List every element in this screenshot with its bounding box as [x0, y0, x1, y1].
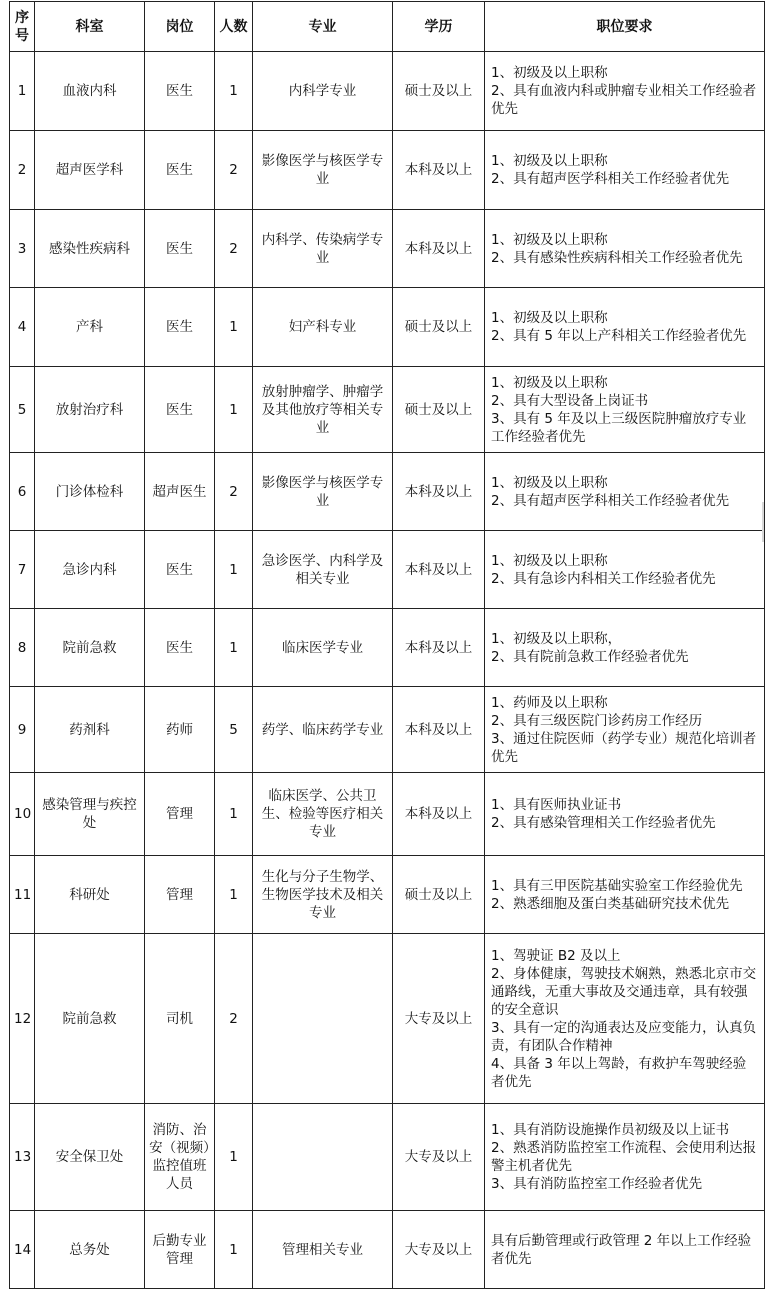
cell-major: 内科学专业 — [253, 52, 393, 131]
cell-position: 医生 — [145, 52, 215, 131]
cell-education: 大专及以上 — [393, 1104, 485, 1211]
cell-position: 消防、治安（视频）监控值班人员 — [145, 1104, 215, 1211]
cell-education: 硕士及以上 — [393, 367, 485, 453]
cell-index: 3 — [10, 210, 35, 288]
requirement-line: 2、具有超声医学科相关工作经验者优先 — [491, 492, 730, 509]
cell-education: 本科及以上 — [393, 609, 485, 687]
cell-education: 本科及以上 — [393, 131, 485, 210]
requirement-line: 2、具有急诊内科相关工作经验者优先 — [491, 570, 716, 587]
cell-requirements — [485, 210, 765, 288]
cell-major: 影像医学与核医学专业 — [253, 453, 393, 531]
cell-position: 管理 — [145, 856, 215, 934]
table-row — [10, 1104, 765, 1211]
table-row — [10, 453, 765, 531]
cell-department: 总务处 — [35, 1211, 145, 1289]
cell-department: 感染性疾病科 — [35, 210, 145, 288]
cell-education: 本科及以上 — [393, 773, 485, 856]
table-row — [10, 856, 765, 934]
requirement-line: 2、具有血液内科或肿瘤专业相关工作经验者优先 — [491, 83, 757, 117]
cell-count: 1 — [215, 609, 253, 687]
scrollbar-trace — [762, 502, 764, 542]
cell-position: 医生 — [145, 609, 215, 687]
requirement-line: 2、熟悉细胞及蛋白类基础研究技术优先 — [491, 895, 730, 912]
requirement-line: 2、具有大型设备上岗证书 — [491, 392, 649, 409]
cell-requirements — [485, 453, 765, 531]
requirement-line: 2、具有院前急救工作经验者优先 — [491, 648, 689, 665]
cell-department: 产科 — [35, 288, 145, 367]
cell-department: 血液内科 — [35, 52, 145, 131]
requirement-line: 2、具有感染管理相关工作经验者优先 — [491, 815, 716, 831]
requirement-line: 3、具有消防监控室工作经验者优先 — [491, 1176, 703, 1192]
header-major: 专业 — [253, 2, 393, 52]
requirement-line: 2、身体健康，驾驶技术娴熟，熟悉北京市交通路线，无重大事故及交通违章，具有较强的安全意识 — [491, 965, 757, 1018]
cell-requirements — [485, 131, 765, 210]
cell-count: 1 — [215, 773, 253, 856]
cell-index: 9 — [10, 687, 35, 773]
cell-requirements — [485, 1104, 765, 1211]
table-row — [10, 288, 765, 367]
table-row — [10, 609, 765, 687]
cell-requirements — [485, 531, 765, 609]
cell-index: 11 — [10, 856, 35, 934]
cell-major: 临床医学专业 — [253, 609, 393, 687]
header-index: 序号 — [10, 2, 35, 52]
cell-index: 7 — [10, 531, 35, 609]
requirement-line: 1、具有三甲医院基础实验室工作经验优先 — [491, 877, 743, 894]
cell-index: 1 — [10, 52, 35, 131]
cell-department: 药剂科 — [35, 687, 145, 773]
cell-index: 10 — [10, 773, 35, 856]
cell-department: 放射治疗科 — [35, 367, 145, 453]
requirement-line: 1、初级及以上职称 — [491, 153, 608, 169]
requirement-line: 2、具有 5 年以上产科相关工作经验者优先 — [491, 328, 747, 344]
table-row — [10, 687, 765, 773]
table-row — [10, 934, 765, 1104]
cell-position: 医生 — [145, 131, 215, 210]
cell-requirements — [485, 856, 765, 934]
table-row — [10, 131, 765, 210]
cell-education: 本科及以上 — [393, 453, 485, 531]
cell-major: 妇产科专业 — [253, 288, 393, 367]
cell-major — [253, 1104, 393, 1211]
cell-index: 5 — [10, 367, 35, 453]
cell-major: 放射肿瘤学、肿瘤学及其他放疗等相关专业 — [253, 367, 393, 453]
table-row — [10, 773, 765, 856]
cell-count: 1 — [215, 288, 253, 367]
cell-count: 1 — [215, 367, 253, 453]
requirement-line: 1、初级及以上职称 — [491, 374, 608, 391]
table-row — [10, 531, 765, 609]
cell-position: 药师 — [145, 687, 215, 773]
cell-index: 6 — [10, 453, 35, 531]
header-education: 学历 — [393, 2, 485, 52]
cell-education: 大专及以上 — [393, 1211, 485, 1289]
cell-position: 管理 — [145, 773, 215, 856]
cell-requirements — [485, 773, 765, 856]
requirement-line: 1、驾驶证 B2 及以上 — [491, 947, 621, 964]
cell-position: 医生 — [145, 210, 215, 288]
cell-department: 感染管理与疾控处 — [35, 773, 145, 856]
requirement-line: 1、初级及以上职称 — [491, 474, 608, 491]
requirement-line: 1、具有医师执业证书 — [491, 797, 622, 813]
cell-major: 内科学、传染病学专业 — [253, 210, 393, 288]
cell-count: 1 — [215, 856, 253, 934]
cell-count: 1 — [215, 1211, 253, 1289]
table-row — [10, 210, 765, 288]
cell-major: 药学、临床药学专业 — [253, 687, 393, 773]
recruitment-table-container — [9, 1, 765, 1289]
cell-requirements — [485, 52, 765, 131]
requirement-line: 2、具有感染性疾病科相关工作经验者优先 — [491, 249, 743, 266]
cell-requirements — [485, 609, 765, 687]
header-position: 岗位 — [145, 2, 215, 52]
requirement-line: 1、具有消防设施操作员初级及以上证书 — [491, 1122, 730, 1138]
cell-index: 12 — [10, 934, 35, 1104]
requirement-line: 具有后勤管理或行政管理 2 年以上工作经验者优先 — [491, 1232, 752, 1267]
cell-position: 超声医生 — [145, 453, 215, 531]
header-department: 科室 — [35, 2, 145, 52]
cell-position: 医生 — [145, 288, 215, 367]
cell-education: 硕士及以上 — [393, 288, 485, 367]
cell-count: 1 — [215, 531, 253, 609]
cell-index: 8 — [10, 609, 35, 687]
cell-department: 超声医学科 — [35, 131, 145, 210]
cell-index: 4 — [10, 288, 35, 367]
cell-education: 硕士及以上 — [393, 52, 485, 131]
cell-major: 生化与分子生物学、生物医学技术及相关专业 — [253, 856, 393, 934]
requirement-line: 1、初级及以上职称， — [491, 630, 622, 647]
cell-position: 司机 — [145, 934, 215, 1104]
cell-major: 临床医学、公共卫生、检验等医疗相关专业 — [253, 773, 393, 856]
cell-department: 院前急救 — [35, 934, 145, 1104]
requirement-line: 1、初级及以上职称 — [491, 310, 608, 326]
requirement-line: 1、初级及以上职称 — [491, 552, 608, 569]
cell-requirements — [485, 687, 765, 773]
cell-count: 1 — [215, 1104, 253, 1211]
header-count: 人数 — [215, 2, 253, 52]
cell-department: 门诊体检科 — [35, 453, 145, 531]
table-row — [10, 52, 765, 131]
cell-count: 5 — [215, 687, 253, 773]
requirement-line: 4、具备 3 年以上驾龄，有救护车驾驶经验者优先 — [491, 1055, 747, 1090]
cell-major — [253, 934, 393, 1104]
cell-position: 后勤专业管理 — [145, 1211, 215, 1289]
cell-major: 影像医学与核医学专业 — [253, 131, 393, 210]
cell-education: 本科及以上 — [393, 687, 485, 773]
cell-index: 2 — [10, 131, 35, 210]
table-body — [10, 52, 765, 1289]
cell-requirements — [485, 288, 765, 367]
cell-education: 大专及以上 — [393, 934, 485, 1104]
cell-department: 科研处 — [35, 856, 145, 934]
cell-position: 医生 — [145, 531, 215, 609]
cell-requirements — [485, 1211, 765, 1289]
requirement-line: 2、具有超声医学科相关工作经验者优先 — [491, 171, 730, 187]
header-requirements: 职位要求 — [485, 2, 765, 52]
recruitment-table — [9, 1, 765, 1289]
table-row — [10, 367, 765, 453]
cell-count: 1 — [215, 52, 253, 131]
requirement-line: 2、具有三级医院门诊药房工作经历 — [491, 712, 703, 729]
cell-education: 硕士及以上 — [393, 856, 485, 934]
requirement-line: 1、药师及以上职称 — [491, 694, 608, 711]
requirement-line: 3、具有 5 年及以上三级医院肿瘤放疗专业工作经验者优先 — [491, 410, 747, 445]
cell-count: 2 — [215, 210, 253, 288]
table-row — [10, 1211, 765, 1289]
header-row — [10, 2, 765, 52]
cell-position: 医生 — [145, 367, 215, 453]
cell-major: 管理相关专业 — [253, 1211, 393, 1289]
requirement-line: 2、熟悉消防监控室工作流程、会使用利达报警主机者优先 — [491, 1140, 757, 1174]
cell-department: 院前急救 — [35, 609, 145, 687]
cell-department: 安全保卫处 — [35, 1104, 145, 1211]
requirement-line: 1、初级及以上职称 — [491, 65, 608, 81]
cell-index: 13 — [10, 1104, 35, 1211]
requirement-line: 3、通过住院医师（药学专业）规范化培训者优先 — [491, 730, 757, 765]
requirement-line: 3、具有一定的沟通表达及应变能力，认真负责，有团队合作精神 — [491, 1019, 757, 1054]
cell-count: 2 — [215, 934, 253, 1104]
cell-count: 2 — [215, 453, 253, 531]
cell-count: 2 — [215, 131, 253, 210]
cell-education: 本科及以上 — [393, 210, 485, 288]
cell-index: 14 — [10, 1211, 35, 1289]
cell-education: 本科及以上 — [393, 531, 485, 609]
cell-requirements — [485, 934, 765, 1104]
requirement-line: 1、初级及以上职称 — [491, 231, 608, 248]
cell-department: 急诊内科 — [35, 531, 145, 609]
cell-requirements — [485, 367, 765, 453]
cell-major: 急诊医学、内科学及相关专业 — [253, 531, 393, 609]
